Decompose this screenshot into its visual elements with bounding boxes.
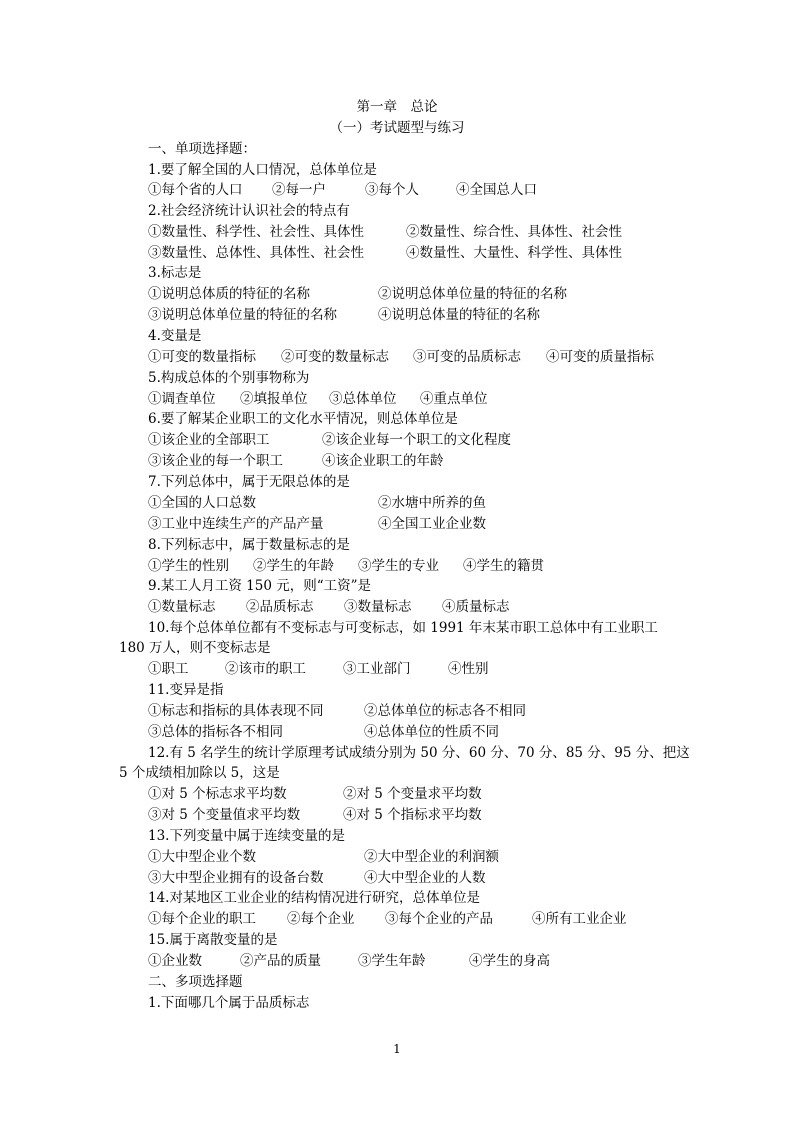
- option: ①每个企业的职工: [148, 911, 256, 927]
- question-5: 5.构成总体的个别事物称为: [148, 370, 310, 386]
- option: ③数量性、总体性、具体性、社会性: [148, 245, 364, 261]
- question-1: 1.要了解全国的人口情况，总体单位是: [148, 162, 377, 178]
- option: ②说明总体单位量的特征的名称: [378, 286, 567, 302]
- options-q14: [148, 909, 748, 929]
- chapter-subtitle: （一）考试题型与练习: [329, 120, 465, 136]
- question-2: 2.社会经济统计认识社会的特点有: [148, 203, 350, 219]
- option: ②大中型企业的利润额: [364, 849, 499, 865]
- option: ④可变的质量指标: [546, 349, 654, 365]
- option: ③可变的品质标志: [413, 349, 521, 365]
- option: ②数量性、综合性、具体性、社会性: [406, 224, 622, 240]
- option: ①数量标志: [148, 599, 216, 615]
- option: ③对 5 个变量值求平均数: [148, 807, 301, 823]
- question-15: 15.属于离散变量的是: [148, 932, 278, 948]
- option: ②每个企业: [287, 911, 355, 927]
- chapter-title: 第一章 总论: [356, 99, 438, 115]
- options-q12-row2: [148, 805, 748, 825]
- options-q12-row1: [148, 784, 748, 804]
- options-q15: [148, 951, 748, 971]
- option: ②可变的数量标志: [281, 349, 389, 365]
- section-heading-multiple-choice: 二、多项选择题: [148, 974, 243, 990]
- option: ④数量性、大量性、科学性、具体性: [406, 245, 622, 261]
- options-q5: [148, 389, 748, 409]
- option: ①标志和指标的具体表现不同: [148, 703, 324, 719]
- option: ①企业数: [148, 953, 202, 969]
- option: ④大中型企业的人数: [364, 870, 486, 886]
- option: ③说明总体单位量的特征的名称: [148, 307, 337, 323]
- question-multi-1: 1.下面哪几个属于品质标志: [148, 995, 310, 1011]
- section-heading-single-choice: 一、单项选择题：: [148, 141, 256, 157]
- options-q6-row1: [148, 430, 748, 450]
- options-q10: [148, 659, 748, 679]
- option: ③总体单位: [329, 391, 397, 407]
- question-12: 12.有 5 名学生的统计学原理考试成绩分别为 50 分、60 分、70 分、85 分、95 分、把这: [148, 745, 690, 761]
- options-q7-row2: [148, 514, 748, 534]
- option: ③每个企业的产品: [385, 911, 493, 927]
- option: ③学生的专业: [358, 558, 439, 574]
- option: ④全国工业企业数: [378, 516, 486, 532]
- options-q11-row1: [148, 701, 748, 721]
- option: ④性别: [448, 661, 489, 677]
- option: ②每一户: [272, 182, 326, 198]
- option: ②品质标志: [246, 599, 314, 615]
- option: ③总体的指标各不相同: [148, 724, 283, 740]
- option: ④全国总人口: [456, 182, 537, 198]
- options-q4: [148, 347, 748, 367]
- option: ①全国的人口总数: [148, 495, 256, 511]
- option: ④所有工业企业: [532, 911, 627, 927]
- option: ①大中型企业个数: [148, 849, 256, 865]
- option: ①可变的数量指标: [148, 349, 256, 365]
- option: ③每个人: [365, 182, 419, 198]
- options-q9: [148, 597, 748, 617]
- page-number: 1: [393, 1042, 401, 1056]
- option: ④说明总体量的特征的名称: [378, 307, 540, 323]
- question-3: 3.标志是: [148, 265, 202, 281]
- option: ④总体单位的性质不同: [364, 724, 499, 740]
- option: ②水塘中所养的鱼: [378, 495, 486, 511]
- options-q11-row2: [148, 722, 748, 742]
- option: ④对 5 个指标求平均数: [343, 807, 482, 823]
- question-4: 4.变量是: [148, 328, 202, 344]
- option: ②该企业每一个职工的文化程度: [322, 432, 511, 448]
- option: ①该企业的全部职工: [148, 432, 270, 448]
- option: ①职工: [148, 661, 189, 677]
- options-q3-row1: [148, 284, 748, 304]
- question-9: 9.某工人月工资 150 元，则“工资”是: [148, 578, 372, 594]
- option: ②总体单位的标志各不相同: [364, 703, 526, 719]
- option: ④学生的籍贯: [463, 558, 544, 574]
- option: ①每个省的人口: [148, 182, 243, 198]
- option: ④该企业职工的年龄: [322, 453, 444, 469]
- option: ②学生的年龄: [253, 558, 334, 574]
- option: ④重点单位: [420, 391, 488, 407]
- option: ②填报单位: [240, 391, 308, 407]
- option: ③工业部门: [343, 661, 411, 677]
- options-q2-row1: [148, 222, 748, 242]
- option: ③学生年龄: [358, 953, 426, 969]
- option: ①对 5 个标志求平均数: [148, 786, 287, 802]
- option: ③大中型企业拥有的设备台数: [148, 870, 324, 886]
- option: ①说明总体质的特征的名称: [148, 286, 310, 302]
- option: ③该企业的每一个职工: [148, 453, 283, 469]
- question-10: 10.每个总体单位都有不变标志与可变标志，如 1991 年末某市职工总体中有工业职工: [148, 620, 658, 636]
- option: ②该市的职工: [225, 661, 306, 677]
- options-q3-row2: [148, 305, 748, 325]
- question-12-cont: 5 个成绩相加除以 5，这是: [119, 765, 280, 781]
- option: ④学生的身高: [469, 953, 550, 969]
- options-q7-row1: [148, 493, 748, 513]
- options-q13-row1: [148, 847, 748, 867]
- option: ①数量性、科学性、社会性、具体性: [148, 224, 364, 240]
- option: ④质量标志: [442, 599, 510, 615]
- option: ②对 5 个变量求平均数: [343, 786, 482, 802]
- option: ①调查单位: [148, 391, 216, 407]
- question-11: 11.变异是指: [148, 682, 224, 698]
- question-10-cont: 180 万人，则不变标志是: [119, 640, 271, 656]
- question-13: 13.下列变量中属于连续变量的是: [148, 828, 345, 844]
- option: ①学生的性别: [148, 558, 229, 574]
- question-6: 6.要了解某企业职工的文化水平情况，则总体单位是: [148, 411, 458, 427]
- options-q2-row2: [148, 243, 748, 263]
- options-q13-row2: [148, 868, 748, 888]
- options-q6-row2: [148, 451, 748, 471]
- question-7: 7.下列总体中，属于无限总体的是: [148, 474, 350, 490]
- option: ②产品的质量: [240, 953, 321, 969]
- options-q1: [148, 180, 748, 200]
- option: ③工业中连续生产的产品产量: [148, 516, 324, 532]
- question-14: 14.对某地区工业企业的结构情况进行研究，总体单位是: [148, 890, 480, 906]
- option: ③数量标志: [344, 599, 412, 615]
- question-8: 8.下列标志中，属于数量标志的是: [148, 537, 350, 553]
- options-q8: [148, 556, 748, 576]
